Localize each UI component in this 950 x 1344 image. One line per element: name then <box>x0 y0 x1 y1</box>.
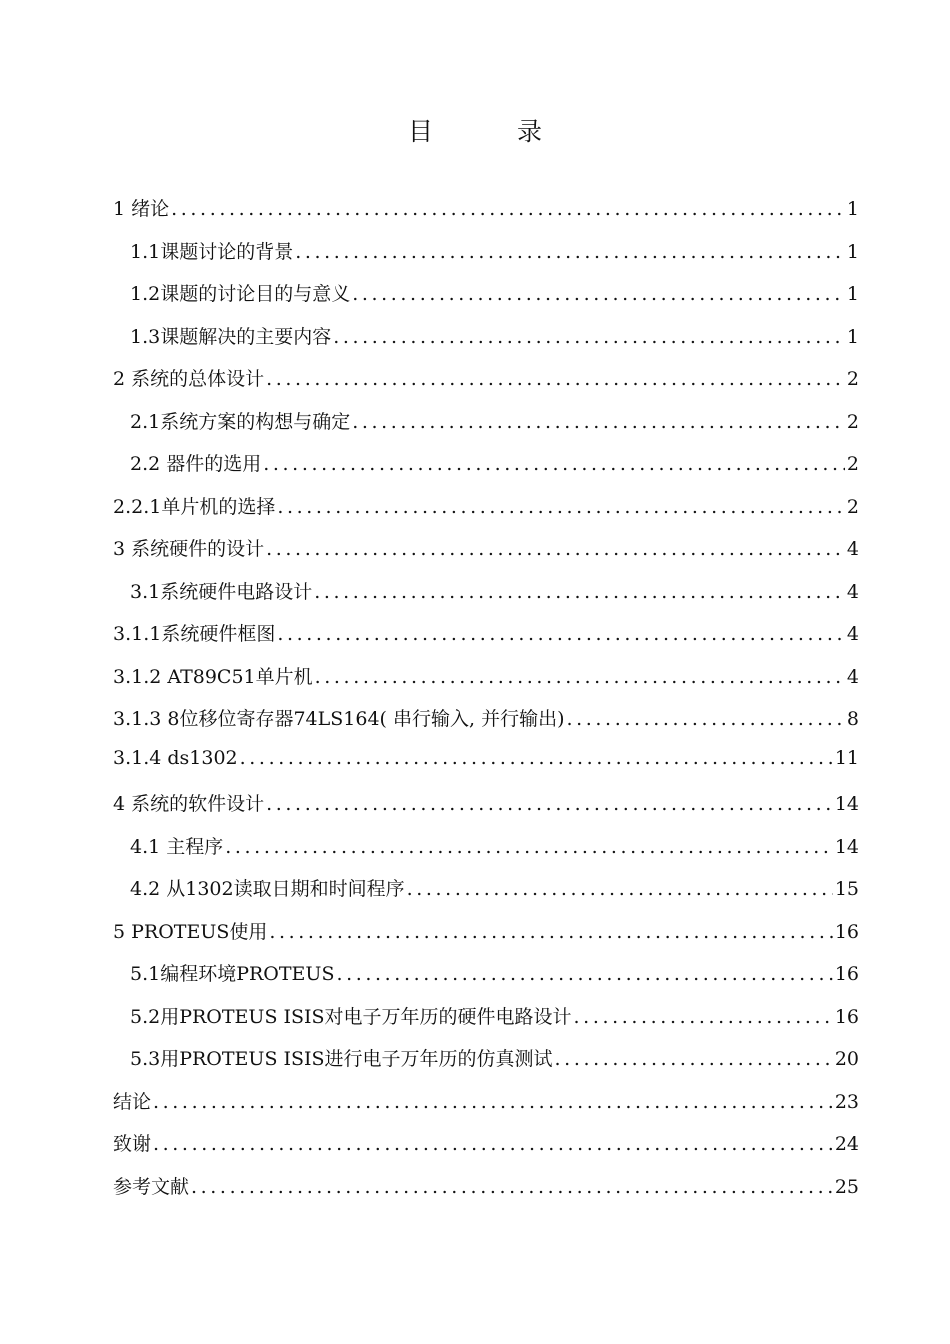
toc-entry-label: 3 系统硬件的设计 <box>113 538 265 560</box>
toc-entry-label: 4 系统的软件设计 <box>113 793 265 815</box>
toc-dot-leader <box>153 1133 833 1155</box>
toc-dot-leader <box>263 453 845 475</box>
title-char-2: 录 <box>517 117 543 146</box>
toc-entry-page-number: 1 <box>846 198 859 220</box>
toc-entry-page-number: 4 <box>846 580 859 603</box>
toc-entry-page-number: 23 <box>834 1090 859 1113</box>
toc-dot-leader <box>352 283 845 305</box>
toc-entry-label: 5 PROTEUS使用 <box>113 920 268 943</box>
toc-entry-page-number: 1 <box>846 283 859 305</box>
toc-dot-leader <box>333 326 845 348</box>
toc-dot-leader <box>352 411 845 433</box>
toc-entry-page-number: 24 <box>834 1133 859 1155</box>
toc-entry[interactable] <box>113 959 859 1002</box>
toc-dot-leader <box>295 241 845 263</box>
toc-dot-leader <box>555 1048 833 1070</box>
toc-dot-leader <box>266 368 845 390</box>
toc-entry-label: 3.1系统硬件电路设计 <box>130 580 313 603</box>
toc-entry[interactable] <box>113 874 859 917</box>
toc-dot-leader <box>567 708 845 730</box>
toc-entry-label: 5.1编程环境PROTEUS <box>130 963 335 985</box>
toc-entry-page-number: 16 <box>834 920 859 943</box>
toc-entry-label: 参考文献 <box>113 1175 190 1198</box>
toc-entry-label: 2 系统的总体设计 <box>113 368 265 390</box>
toc-entry-page-number: 14 <box>834 793 859 815</box>
toc-dot-leader <box>171 198 845 220</box>
toc-entry[interactable] <box>113 832 859 875</box>
toc-list <box>113 194 859 1214</box>
toc-dot-leader <box>314 581 845 603</box>
toc-entry-page-number: 20 <box>834 1048 859 1070</box>
toc-dot-leader <box>277 496 845 518</box>
toc-entry-page-number: 11 <box>834 746 859 769</box>
toc-entry-label: 5.2用PROTEUS ISIS对电子万年历的硬件电路设计 <box>130 1005 572 1028</box>
toc-entry[interactable] <box>113 917 859 960</box>
toc-entry[interactable] <box>113 1044 859 1087</box>
toc-entry-label: 2.2.1单片机的选择 <box>113 495 276 518</box>
toc-entry-page-number: 2 <box>846 368 859 390</box>
toc-dot-leader <box>266 793 833 815</box>
toc-entry-page-number: 1 <box>846 325 859 348</box>
toc-entry-page-number: 25 <box>834 1175 859 1198</box>
toc-entry-label: 5.3用PROTEUS ISIS进行电子万年历的仿真测试 <box>130 1048 553 1070</box>
toc-dot-leader <box>277 623 845 645</box>
toc-dot-leader <box>153 1091 833 1113</box>
toc-entry-page-number: 4 <box>846 538 859 560</box>
toc-entry-label: 3.1.2 AT89C51单片机 <box>113 665 313 688</box>
toc-dot-leader <box>225 836 833 858</box>
toc-dot-leader <box>240 747 833 769</box>
toc-entry-label: 1.2课题的讨论目的与意义 <box>130 283 351 305</box>
toc-entry[interactable] <box>113 789 859 832</box>
toc-entry[interactable] <box>113 237 859 280</box>
toc-entry-label: 结论 <box>113 1090 152 1113</box>
toc-entry-label: 4.2 从1302读取日期和时间程序 <box>130 878 405 900</box>
toc-entry-page-number: 1 <box>846 240 859 263</box>
toc-entry[interactable] <box>113 704 859 747</box>
toc-entry[interactable] <box>113 747 859 790</box>
toc-entry-label: 4.1 主程序 <box>130 835 224 858</box>
toc-entry-page-number: 2 <box>846 495 859 518</box>
toc-entry-page-number: 14 <box>834 835 859 858</box>
title-char-1: 目 <box>407 117 433 146</box>
toc-dot-leader <box>574 1006 833 1028</box>
toc-entry-label: 1.3课题解决的主要内容 <box>130 325 332 348</box>
toc-dot-leader <box>191 1176 833 1198</box>
toc-entry-page-number: 2 <box>846 453 859 475</box>
toc-entry-label: 3.1.3 8位移位寄存器74LS164( 串行输入, 并行输出) <box>113 708 565 730</box>
toc-entry[interactable] <box>113 577 859 620</box>
toc-dot-leader <box>269 921 832 943</box>
toc-entry[interactable] <box>113 619 859 662</box>
toc-entry-label: 2.2 器件的选用 <box>130 453 262 475</box>
toc-entry[interactable] <box>113 1087 859 1130</box>
toc-entry-label: 2.1系统方案的构想与确定 <box>130 410 351 433</box>
toc-entry-label: 1.1课题讨论的背景 <box>130 240 294 263</box>
toc-entry-label: 3.1.1系统硬件框图 <box>113 623 276 645</box>
toc-entry[interactable] <box>113 1172 859 1215</box>
page-title <box>0 112 950 148</box>
toc-entry[interactable] <box>113 322 859 365</box>
toc-entry[interactable] <box>113 662 859 705</box>
toc-entry-page-number: 2 <box>846 410 859 433</box>
toc-entry[interactable] <box>113 449 859 492</box>
toc-entry[interactable] <box>113 534 859 577</box>
toc-entry-page-number: 15 <box>834 878 859 900</box>
toc-entry-label: 致谢 <box>113 1133 152 1155</box>
toc-entry[interactable] <box>113 1002 859 1045</box>
toc-entry-page-number: 16 <box>834 963 859 985</box>
toc-entry-page-number: 4 <box>846 623 859 645</box>
toc-dot-leader <box>315 666 845 688</box>
toc-entry[interactable] <box>113 1129 859 1172</box>
toc-entry-page-number: 4 <box>846 665 859 688</box>
toc-entry-page-number: 8 <box>846 708 859 730</box>
toc-entry-label: 3.1.4 ds1302 <box>113 746 238 769</box>
toc-dot-leader <box>266 538 845 560</box>
toc-entry[interactable] <box>113 364 859 407</box>
toc-dot-leader <box>336 963 832 985</box>
toc-entry[interactable] <box>113 407 859 450</box>
toc-entry[interactable] <box>113 194 859 237</box>
toc-entry-label: 1 绪论 <box>113 198 170 220</box>
toc-entry[interactable] <box>113 492 859 535</box>
toc-entry[interactable] <box>113 279 859 322</box>
toc-entry-page-number: 16 <box>834 1005 859 1028</box>
toc-dot-leader <box>407 878 833 900</box>
